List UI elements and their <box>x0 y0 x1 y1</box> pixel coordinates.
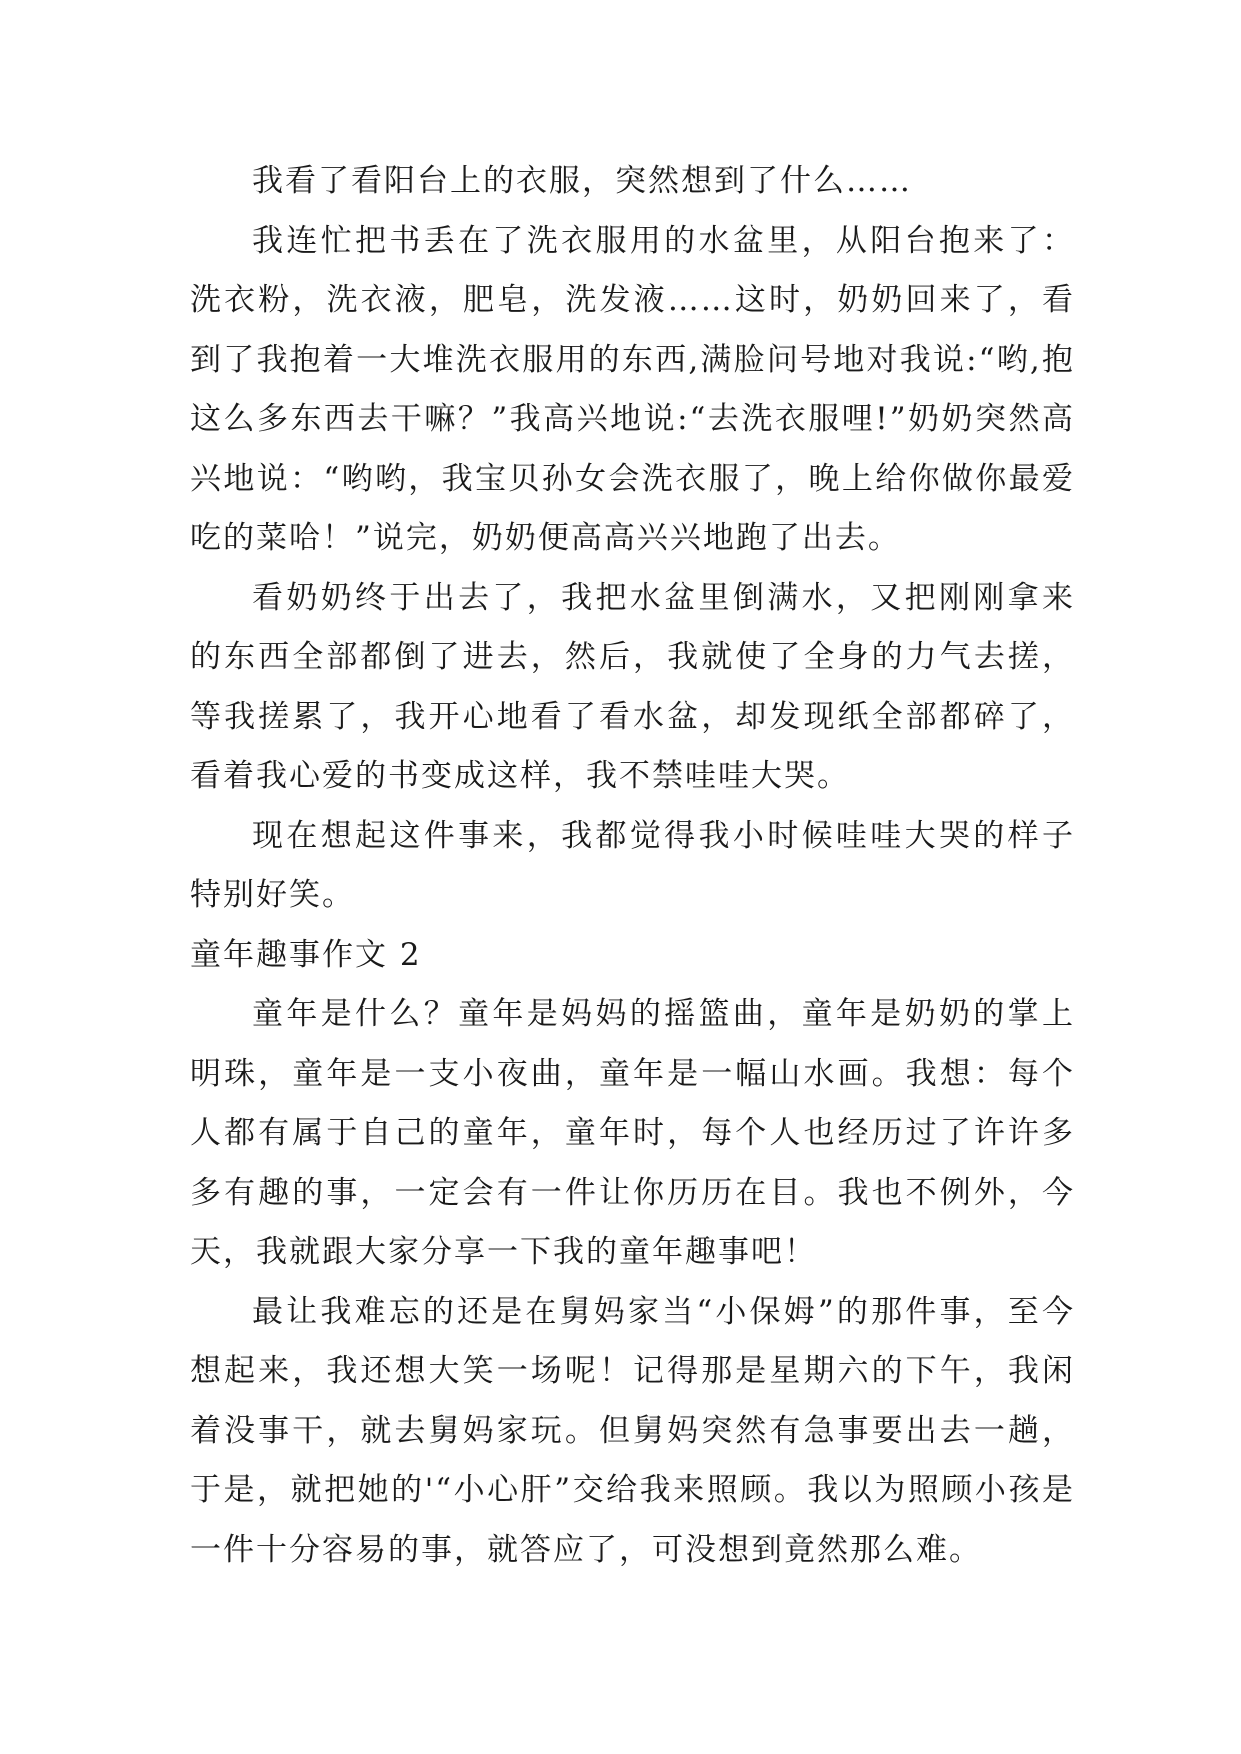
paragraph-4: 现在想起这件事来，我都觉得我小时候哇哇大哭的样子特别好笑。 <box>190 817 1075 913</box>
paragraph-3: 看奶奶终于出去了，我把水盆里倒满水，又把刚刚拿来的东西全部都倒了进去，然后，我就使了全身的力气去搓，等我搓累了，我开心地看了看水盆，却发现纸全部都碎了，看着我心爱的书变成这样，我不禁哇哇大哭。 <box>190 579 1075 794</box>
essay-body <box>190 152 1075 1580</box>
paragraph-5: 童年是什么？童年是妈妈的摇篮曲，童年是奶奶的掌上明珠，童年是一支小夜曲，童年是一幅山水画。我想：每个人都有属于自己的童年，童年时，每个人也经历过了许许多多有趣的事，一定会有一件让你历历在目。我也不例外，今天，我就跟大家分享一下我的童年趣事吧！ <box>190 996 1075 1270</box>
paragraph-1: 我看了看阳台上的衣服，突然想到了什么…… <box>252 163 912 199</box>
paragraph-6: 最让我难忘的还是在舅妈家当“小保姆”的那件事，至今想起来，我还想大笑一场呢！记得那是星期六的下午，我闲着没事干，就去舅妈家玩。但舅妈突然有急事要出去一趟，于是，就把她的'“小心肝”交给我来照顾。我以为照顾小孩是一件十分容易的事，就答应了，可没想到竟然那么难。 <box>190 1293 1075 1568</box>
paragraph-2: 我连忙把书丢在了洗衣服用的水盆里，从阳台抱来了：洗衣粉，洗衣液，肥皂，洗发液……这时，奶奶回来了，看到了我抱着一大堆洗衣服用的东西,满脸问号地对我说:“哟,抱这么多东西去干嘛？”我高兴地说:“去洗衣服哩!”奶奶突然高兴地说：“哟哟，我宝贝孙女会洗衣服了，晚上给你做你最爱吃的菜哈！”说完，奶奶便高高兴兴地跑了出去。 <box>190 222 1075 556</box>
essay-heading: 童年趣事作文 2 <box>190 936 422 973</box>
